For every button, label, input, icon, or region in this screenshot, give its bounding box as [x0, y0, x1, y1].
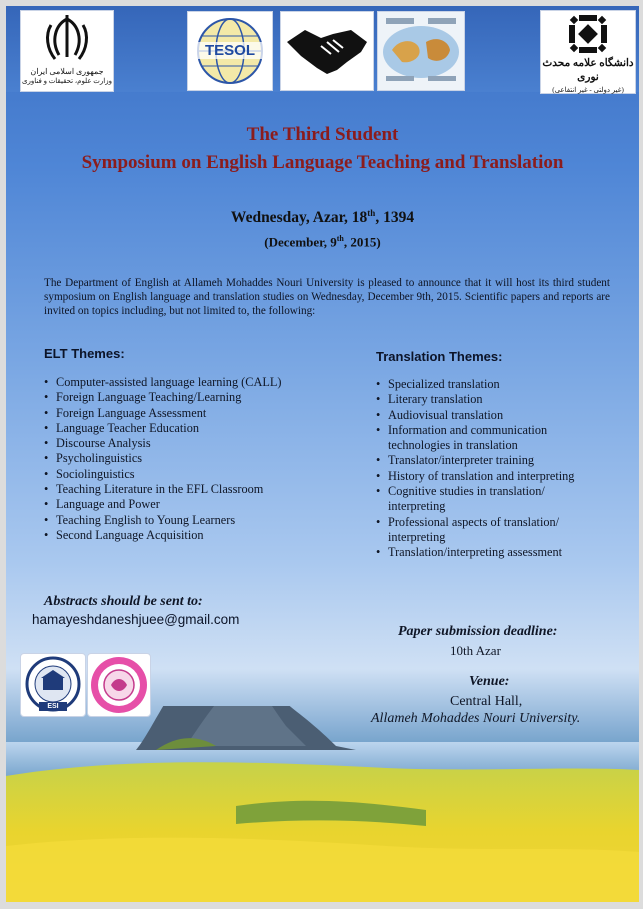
translation-theme-item: • History of translation and interpreting: [376, 469, 601, 484]
translation-theme-item: • Translator/interpreter training: [376, 453, 601, 468]
elt-theme-item: • Sociolinguistics: [44, 467, 284, 482]
elt-theme-item: • Teaching Literature in the EFL Classroom: [44, 482, 284, 497]
translation-heading: Translation Themes:: [376, 349, 503, 364]
ministry-text-line2: وزارت علوم، تحقیقات و فناوری: [22, 77, 112, 85]
translation-themes-list: [376, 377, 601, 561]
abstracts-label: Abstracts should be sent to:: [44, 594, 203, 609]
iran-emblem-icon: [21, 11, 113, 67]
elt-theme-item: • Teaching English to Young Learners: [44, 513, 284, 528]
university-name: دانشگاه علامه محدث نوری: [542, 58, 634, 83]
translation-theme-item: • Professional aspects of translation/ interpreting: [376, 515, 601, 546]
date-gregorian: [6, 234, 639, 250]
submission-email[interactable]: hamayeshdaneshjuee@gmail.com: [32, 612, 240, 627]
elt-theme-item: • Discourse Analysis: [44, 436, 284, 451]
translation-theme-item: • Specialized translation: [376, 377, 601, 392]
elt-themes-list: [44, 375, 284, 543]
university-subtitle: (غیر دولتی - غیر انتفاعی): [552, 86, 624, 94]
date-persian-sup: th: [367, 208, 376, 218]
translation-theme-item: • Translation/interpreting assessment: [376, 545, 601, 560]
map-logo: [377, 11, 465, 91]
esi-badge-label: ESI: [47, 703, 59, 710]
date-gregorian-sup: th: [336, 234, 344, 243]
elt-theme-item: • Psycholinguistics: [44, 451, 284, 466]
university-emblem-icon: [541, 11, 635, 57]
deadline-value: 10th Azar: [450, 643, 501, 658]
elt-theme-item: • Foreign Language Teaching/Learning: [44, 390, 284, 405]
tesol-label: TESOL: [188, 42, 272, 59]
elt-theme-item: • Computer-assisted language learning (CALL): [44, 375, 284, 390]
date-persian-main: Wednesday, Azar, 18: [230, 209, 368, 227]
elt-theme-item: • Language and Power: [44, 497, 284, 512]
landscape-illustration: [6, 706, 639, 902]
date-gregorian-year: , 2015): [343, 234, 381, 250]
date-persian: [6, 208, 639, 227]
venue-label: Venue:: [469, 674, 510, 689]
elt-theme-item: • Second Language Acquisition: [44, 528, 284, 543]
tesol-logo: [187, 11, 273, 91]
translation-theme-item: • Information and communication technologies in translation: [376, 423, 601, 454]
translation-theme-item: • Literary translation: [376, 392, 601, 407]
ministry-logo: [20, 10, 114, 92]
venue-line1: Central Hall,: [450, 694, 523, 709]
venue-line2: Allameh Mohaddes Nouri University.: [371, 711, 581, 726]
ministry-text-line1: جمهوری اسلامی ایران: [30, 67, 104, 76]
poster: [6, 6, 639, 902]
elt-theme-item: • Foreign Language Assessment: [44, 406, 284, 421]
intro-paragraph: The Department of English at Allameh Mohaddes Nouri University is pleased to announce that it will host its third student symposium on English language and translation studies on Wednesday, December 9th, 2015. Scientific papers and reports are invited on topics including, but not limited to, the following:: [44, 277, 610, 317]
deadline-label: Paper submission deadline:: [398, 624, 558, 639]
handshake-logo: [280, 11, 374, 91]
title-line1: The Third Student: [246, 124, 399, 145]
university-logo: [540, 10, 636, 94]
date-persian-year: , 1394: [375, 209, 415, 227]
handshake-icon: [281, 12, 373, 90]
translation-theme-item: • Audiovisual translation: [376, 408, 601, 423]
elt-theme-item: • Language Teacher Education: [44, 421, 284, 436]
title-line2: Symposium on English Language Teaching and Translation: [81, 152, 564, 173]
translation-theme-item: • Cognitive studies in translation/ interpreting: [376, 484, 601, 515]
elt-heading: ELT Themes:: [44, 346, 125, 361]
world-map-icon: [378, 12, 464, 90]
date-gregorian-main: (December, 9: [264, 234, 337, 250]
